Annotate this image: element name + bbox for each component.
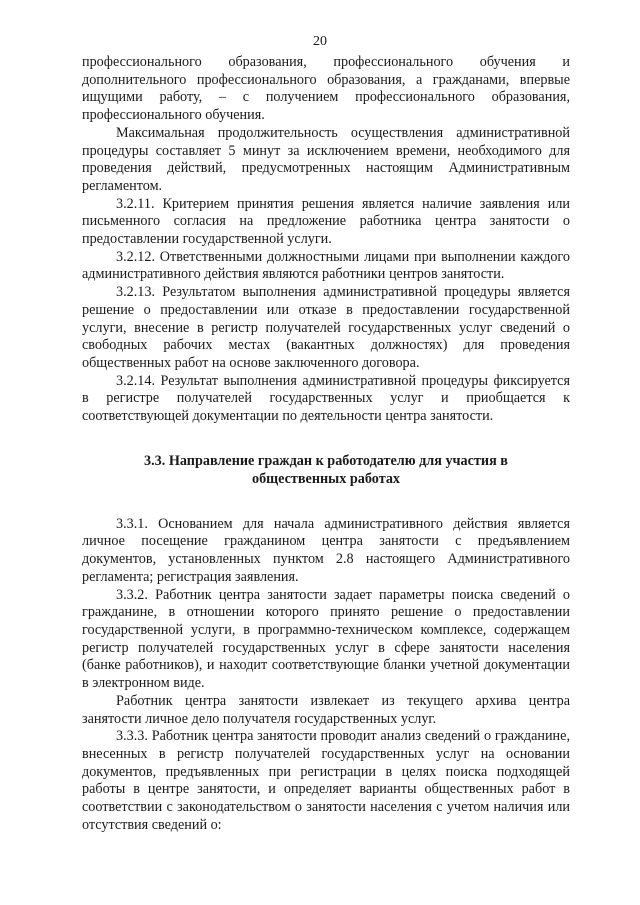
paragraph-continuation: профессионального образования, профессионального обучения и дополнительного профессионального образования, а гражданами, впервые ищущими работу, – с получением профессионального образования, профессионального обучения. (82, 54, 570, 124)
paragraph-3-3-3: 3.3.3. Работник центра занятости проводит анализ сведений о гражданине, внесенных в регистр получателей государственных услуг на основании документов, предъявленных при регистрации в целях поиска подходящей работы в центре занятости, и определяет варианты общественных работ в соответствии с законодательством о занятости населения с учетом наличия или отсутствия сведений о: (82, 728, 570, 833)
paragraph-3-2-11: 3.2.11. Критерием принятия решения является наличие заявления или письменного согласия на предложение работника центра занятости о предоставлении государственной услуги. (82, 195, 570, 248)
paragraph-max-duration: Максимальная продолжительность осуществления административной процедуры составляет 5 минут за исключением времени, необходимого для проведения действий, предусмотренных настоящим Административным регламентом. (82, 124, 570, 194)
section-heading: 3.3. Направление граждан к работодателю для участия в общественных работах (144, 452, 508, 487)
paragraph-3-2-13: 3.2.13. Результатом выполнения административной процедуры является решение о предоставлении или отказе в предоставлении государственной услуги, внесение в регистр получателей государственных услуг сведений о свободных рабочих местах (вакантных должностях) для проведения общественных работ на основе заключенного договора. (82, 284, 570, 371)
paragraph-archive: Работник центра занятости извлекает из текущего архива центра занятости личное дело получателя государственных услуг. (82, 692, 570, 727)
paragraph-3-2-12: 3.2.12. Ответственными должностными лицами при выполнении каждого административного действия являются работники центров занятости. (82, 248, 570, 283)
document-body (82, 54, 570, 834)
paragraph-3-2-14: 3.2.14. Результат выполнения административной процедуры фиксируется в регистре получателей государственных услуг и приобщается к соответствующей документации по деятельности центра занятости. (82, 372, 570, 425)
page-number: 20 (313, 34, 327, 49)
paragraph-3-3-1: 3.3.1. Основанием для начала административного действия является личное посещение гражданином центра занятости с предъявлением документов, установленных пунктом 2.8 настоящего Административного регламента; регистрация заявления. (82, 515, 570, 585)
paragraph-3-3-2: 3.3.2. Работник центра занятости задает параметры поиска сведений о гражданине, в отношении которого принято решение о предоставлении государственной услуги, в программно-техническом комплексе, содержащем регистр получателей государственных услуг в сфере занятости населения (банке работников), и находит соответствующие бланки учетной документации в электронном виде. (82, 586, 570, 692)
